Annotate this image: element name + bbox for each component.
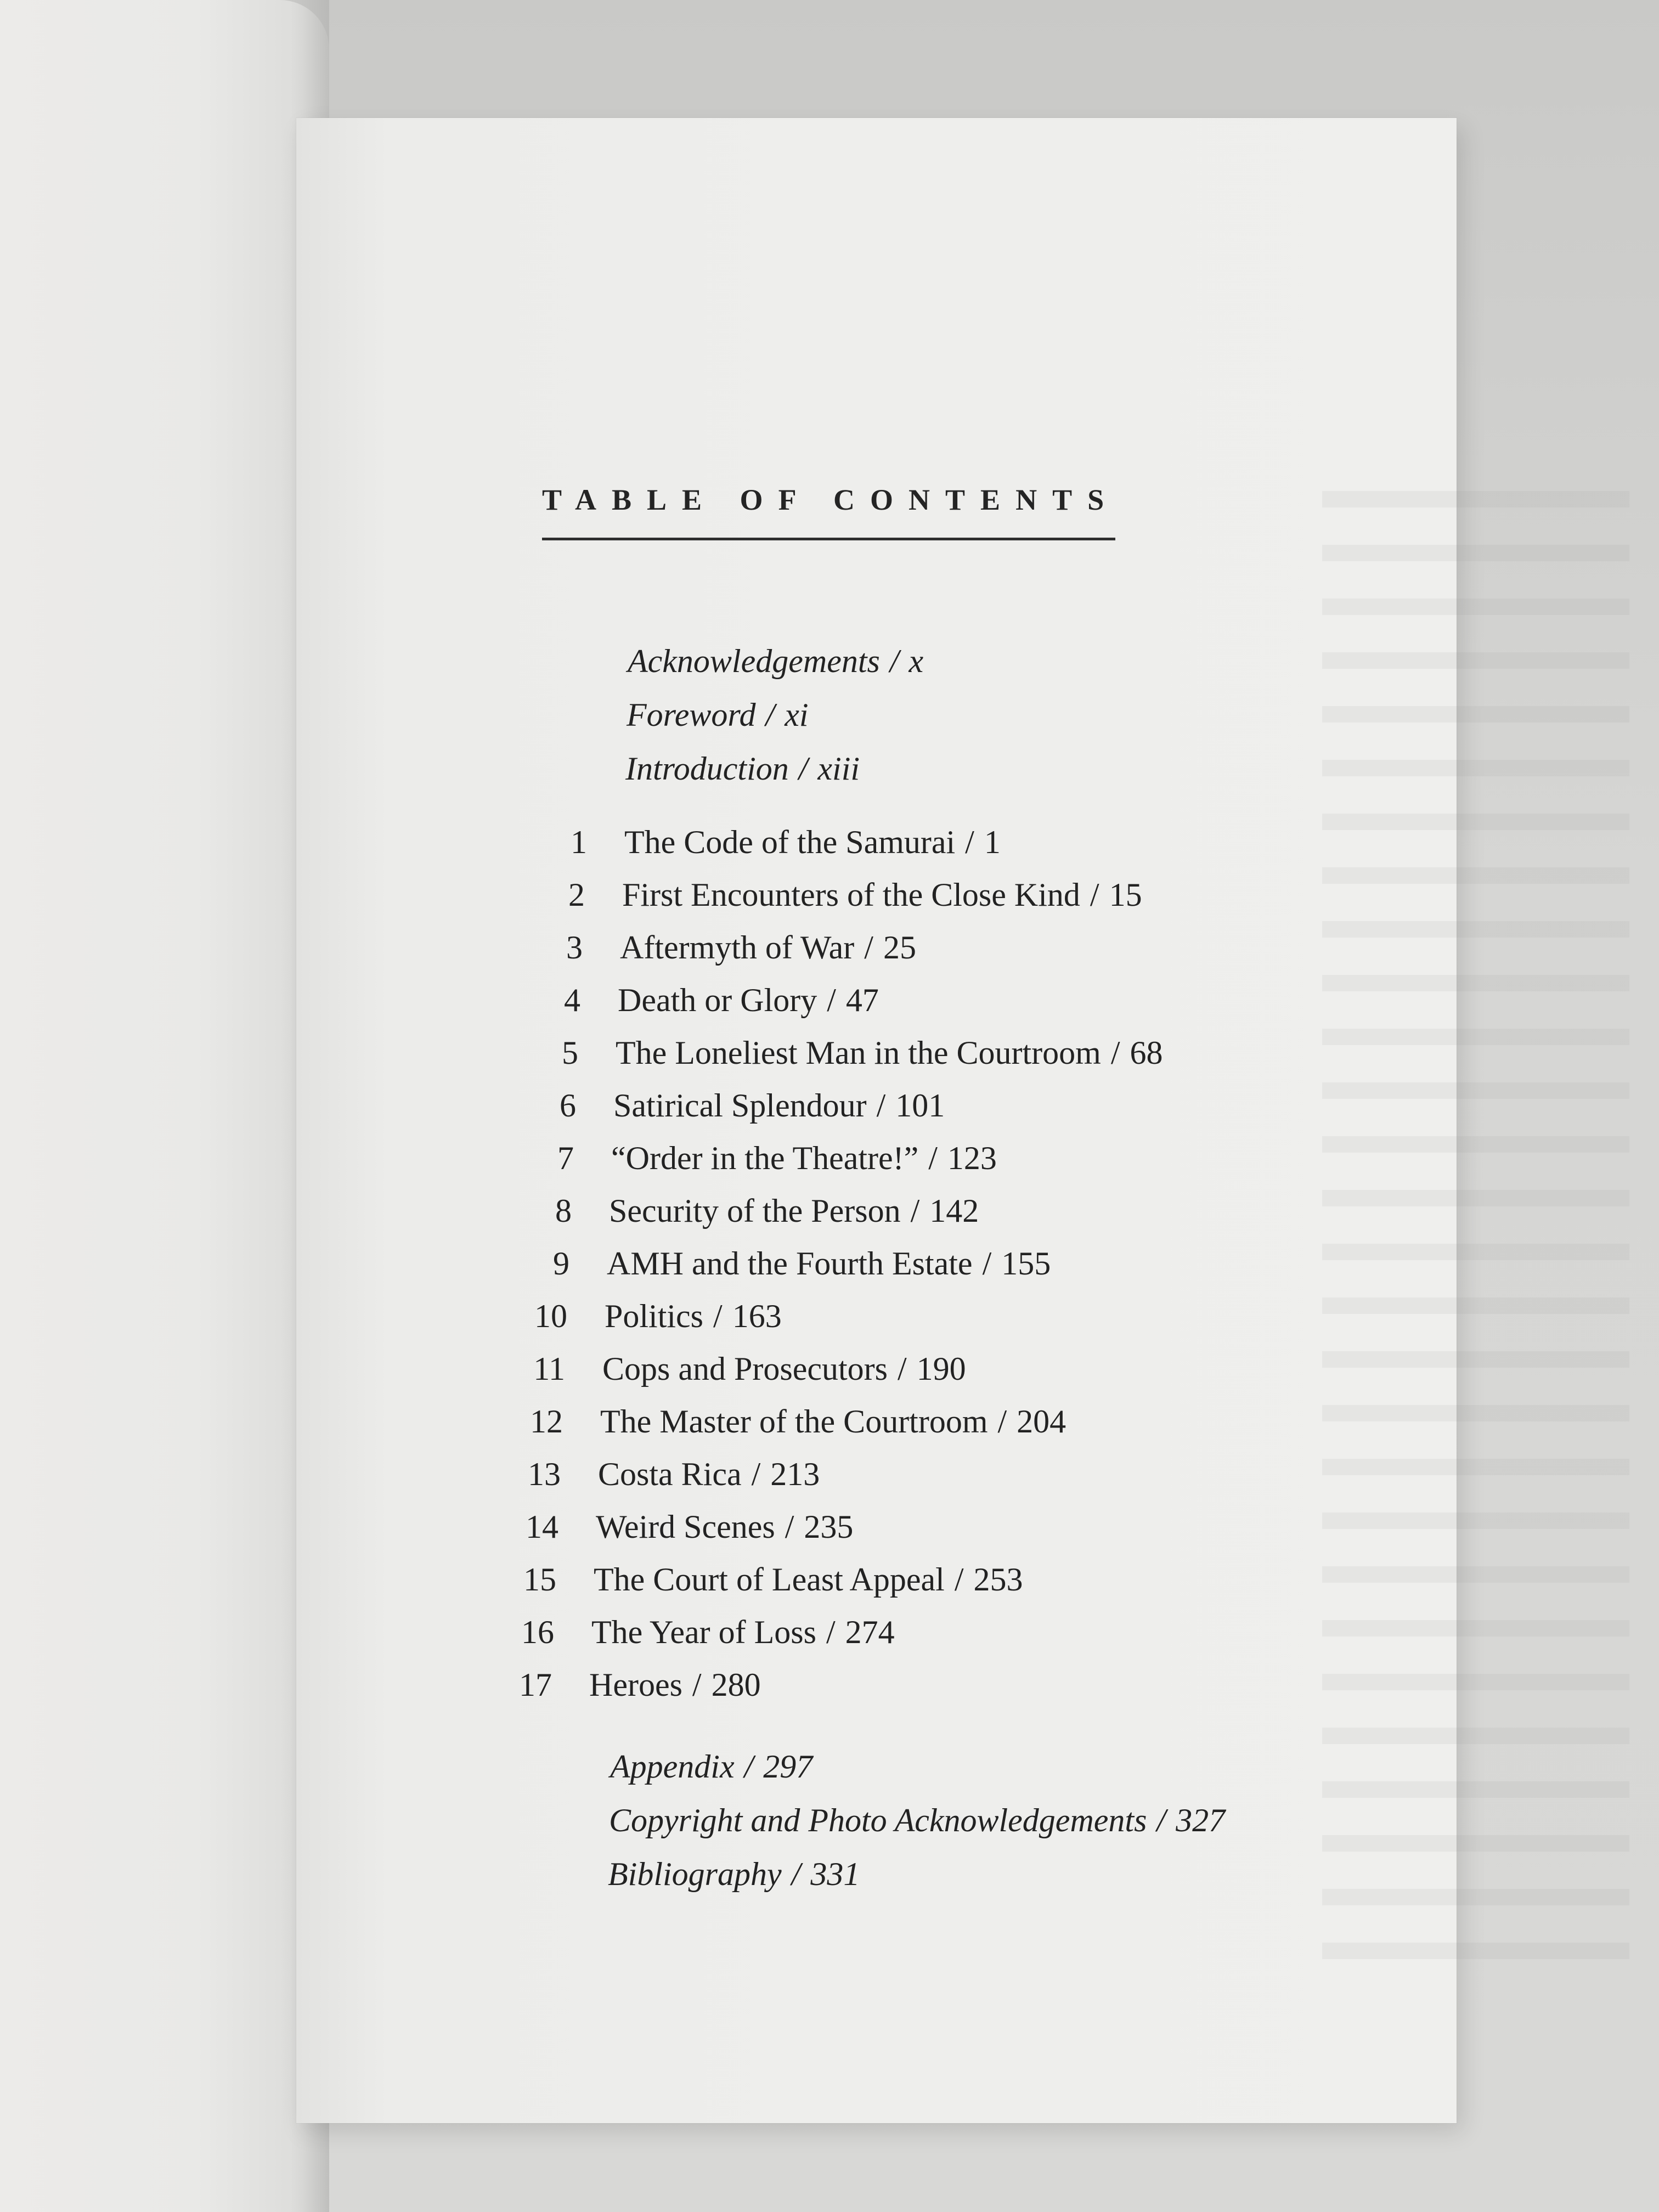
chapter-number: 5 (562, 1035, 578, 1071)
chapter-entry (0, 1452, 1659, 1496)
entry-title: Satirical Splendour (613, 1087, 867, 1124)
entry-line (627, 693, 809, 737)
chapter-entry (0, 1663, 1659, 1707)
entry-page-number: x (909, 643, 924, 679)
entry-line (607, 1242, 1051, 1285)
entry-page-number: 213 (770, 1456, 820, 1492)
entry-page-number: 274 (845, 1614, 895, 1650)
entry-page-number: 190 (916, 1351, 966, 1387)
entry-line (609, 1189, 979, 1233)
chapter-entry (0, 978, 1659, 1022)
entry-line (622, 873, 1142, 917)
entry-line (600, 1400, 1066, 1443)
chapter-number: 12 (530, 1403, 563, 1440)
front-matter-entry (0, 693, 1659, 737)
entry-title: Costa Rica (598, 1456, 742, 1492)
entry-separator: / (713, 1298, 723, 1334)
back-matter-entry (0, 1745, 1659, 1788)
back-matter-entry (0, 1798, 1659, 1842)
chapter-number: 8 (555, 1193, 572, 1229)
entry-separator: / (692, 1667, 702, 1703)
chapter-number: 14 (526, 1509, 558, 1545)
chapter-entry (0, 1400, 1659, 1443)
entry-line (618, 978, 879, 1022)
entry-separator: / (827, 982, 836, 1018)
entry-page-number: 331 (810, 1856, 860, 1892)
entry-separator: / (785, 1509, 794, 1545)
entry-title: Heroes (589, 1667, 682, 1703)
entry-separator: / (876, 1087, 886, 1124)
entry-separator: / (965, 824, 974, 860)
entry-page-number: 68 (1130, 1035, 1163, 1071)
entry-title: First Encounters of the Close Kind (622, 877, 1080, 913)
entry-page-number: 47 (845, 982, 879, 1018)
entry-line (598, 1452, 820, 1496)
entry-page-number: 253 (973, 1561, 1023, 1598)
entry-title: Weird Scenes (596, 1509, 775, 1545)
entry-separator: / (897, 1351, 907, 1387)
chapter-entry (0, 1610, 1659, 1654)
entry-line (589, 1663, 761, 1707)
entry-separator: / (928, 1140, 938, 1176)
entry-line (608, 1852, 860, 1896)
entry-page-number: 235 (804, 1509, 854, 1545)
chapter-entry (0, 1294, 1659, 1338)
entry-separator: / (997, 1403, 1007, 1440)
entry-separator: / (889, 643, 899, 679)
chapter-entry (0, 1242, 1659, 1285)
entry-separator: / (751, 1456, 761, 1492)
entry-separator: / (910, 1193, 920, 1229)
chapter-number: 3 (566, 929, 583, 966)
entry-title: Copyright and Photo Acknowledgements (609, 1802, 1147, 1838)
entry-title: The Loneliest Man in the Courtroom (616, 1035, 1101, 1071)
entry-separator: / (765, 697, 775, 733)
chapter-entry (0, 1136, 1659, 1180)
chapter-number: 11 (533, 1351, 565, 1387)
chapter-number: 13 (528, 1456, 561, 1492)
entry-line (611, 1136, 997, 1180)
entry-title: The Court of Least Appeal (594, 1561, 945, 1598)
entry-page-number: 163 (732, 1298, 782, 1334)
toc-heading: TABLE OF CONTENTS (542, 483, 1120, 516)
entry-separator: / (864, 929, 873, 966)
entry-line (609, 1798, 1225, 1842)
entry-line (602, 1347, 966, 1391)
entry-line (613, 1084, 945, 1127)
entry-page-number: xi (785, 697, 809, 733)
entry-separator: / (982, 1245, 992, 1282)
entry-line (628, 639, 923, 683)
chapter-number: 15 (523, 1561, 556, 1598)
entry-page-number: xiii (817, 751, 860, 787)
entry-page-number: 15 (1109, 877, 1142, 913)
entry-line (625, 747, 860, 791)
chapter-entry (0, 1505, 1659, 1549)
entry-title: Bibliography (608, 1856, 782, 1892)
entry-page-number: 101 (895, 1087, 945, 1124)
chapter-entry (0, 1189, 1659, 1233)
entry-title: Appendix (610, 1748, 735, 1785)
entry-title: Aftermyth of War (620, 929, 855, 966)
entry-title: AMH and the Fourth Estate (607, 1245, 973, 1282)
front-matter-entry (0, 747, 1659, 791)
entry-title: Foreword (627, 697, 756, 733)
entry-line (591, 1610, 895, 1654)
chapter-number: 17 (519, 1667, 552, 1703)
entry-separator: / (798, 751, 808, 787)
chapter-number: 4 (564, 982, 580, 1018)
chapter-entry (0, 1558, 1659, 1601)
back-matter-entry (0, 1852, 1659, 1896)
chapter-entry (0, 1031, 1659, 1075)
entry-separator: / (744, 1748, 754, 1785)
entry-title: “Order in the Theatre!” (611, 1140, 919, 1176)
chapter-number: 16 (521, 1614, 554, 1650)
entry-title: The Year of Loss (591, 1614, 816, 1650)
chapter-entry (0, 873, 1659, 917)
entry-page-number: 327 (1176, 1802, 1226, 1838)
entry-separator: / (1110, 1035, 1120, 1071)
entry-page-number: 155 (1001, 1245, 1051, 1282)
entry-title: Cops and Prosecutors (602, 1351, 888, 1387)
chapter-entry (0, 820, 1659, 864)
entry-page-number: 1 (984, 824, 1001, 860)
entry-title: Introduction (625, 751, 789, 787)
entry-title: Security of the Person (609, 1193, 901, 1229)
chapter-entry (0, 1347, 1659, 1391)
entry-title: The Code of the Samurai (624, 824, 956, 860)
entry-line (624, 820, 1001, 864)
chapter-number: 9 (553, 1245, 569, 1282)
entry-separator: / (1156, 1802, 1166, 1838)
entry-page-number: 297 (763, 1748, 813, 1785)
entry-separator: / (1090, 877, 1099, 913)
entry-line (610, 1745, 812, 1788)
entry-title: The Master of the Courtroom (600, 1403, 988, 1440)
entry-title: Politics (605, 1298, 704, 1334)
chapter-number: 10 (534, 1298, 567, 1334)
entry-page-number: 204 (1017, 1403, 1066, 1440)
entry-line (594, 1558, 1023, 1601)
entry-separator: / (826, 1614, 836, 1650)
entry-title: Death or Glory (618, 982, 817, 1018)
entry-line (596, 1505, 853, 1549)
entry-page-number: 25 (883, 929, 916, 966)
entry-page-number: 123 (947, 1140, 997, 1176)
entry-separator: / (791, 1856, 801, 1892)
entry-page-number: 142 (929, 1193, 979, 1229)
chapter-number: 1 (571, 824, 587, 860)
entry-line (620, 926, 916, 969)
entry-line (605, 1294, 782, 1338)
chapter-entry (0, 1084, 1659, 1127)
entry-page-number: 280 (711, 1667, 761, 1703)
chapter-entry (0, 926, 1659, 969)
chapter-number: 6 (560, 1087, 576, 1124)
entry-title: Acknowledgements (628, 643, 880, 679)
entry-separator: / (954, 1561, 964, 1598)
front-matter-entry (0, 639, 1659, 683)
chapter-number: 2 (568, 877, 585, 913)
entry-line (616, 1031, 1163, 1075)
chapter-number: 7 (557, 1140, 574, 1176)
